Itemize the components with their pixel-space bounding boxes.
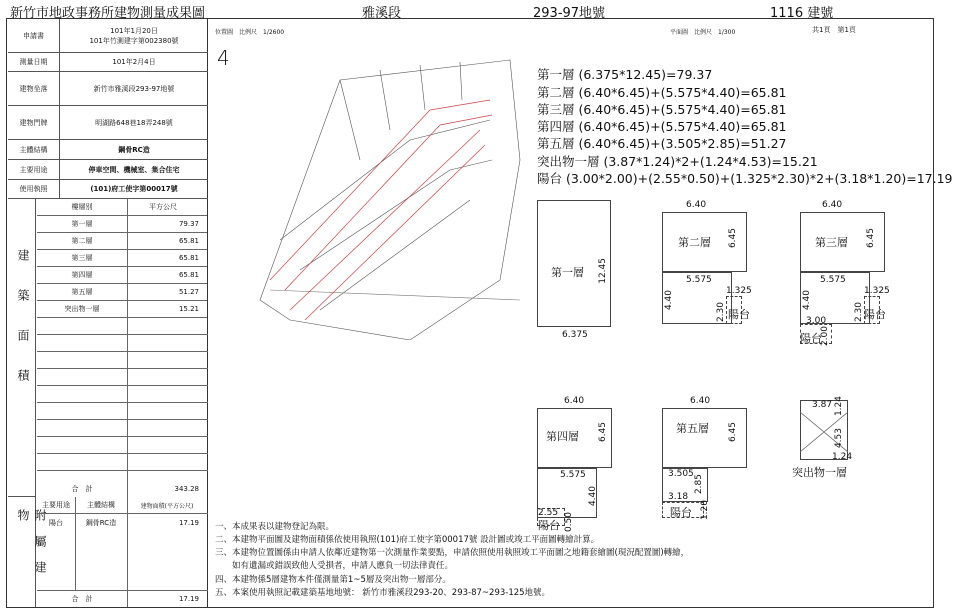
- table-row: 第二層 65.81: [37, 233, 207, 250]
- annex-total-row: 合 計 17.19: [37, 590, 208, 607]
- note-3b: 如有遺漏或錯誤致他人受損者，申請人應負一切法律責任。: [215, 561, 454, 571]
- plan-scale: 平面圖 比例尺 1/300: [670, 29, 736, 36]
- table-row: 陽台 鋼骨RC造 17.19: [49, 518, 199, 527]
- info-row-location: 建物坐落 新竹市雅溪段293-97地號: [8, 72, 208, 106]
- position-map-scale: 位置圖 比例尺 1/2600: [215, 29, 285, 36]
- table-row: 第三層 65.81: [37, 250, 207, 267]
- table-row: 第一層 79.37: [37, 216, 207, 233]
- table-row: 第五層 51.27: [37, 284, 207, 301]
- office-title: 新竹市地政事務所建物測量成果圖: [10, 6, 206, 21]
- note-4: 四、本建物係5層建物本件僅測量第1~5層及突出物一層部分。: [215, 575, 451, 585]
- note-3: 三、本建物位置圖係由申請人依鄰近建物第一次測量作業要點，申請依照使用執照竣工平面圖之地籍套繪圖(現況配置圖)轉繪，: [215, 548, 690, 558]
- info-row-structure: 主體結構 鋼骨RC造: [8, 140, 208, 160]
- formula-2f: 第二層 (6.40*6.45)+(5.575*4.40)=65.81: [537, 85, 787, 100]
- formula-1f: 第一層 (6.375*12.45)=79.37: [537, 67, 713, 82]
- formula-balcony: 陽台 (3.00*2.00)+(2.55*0.50)+(1.325*2.30)*2+(3.18*1.20)=17.19: [537, 171, 953, 186]
- land-number: 293-97地號: [533, 6, 606, 21]
- area-table: [37, 199, 208, 497]
- formula-5f: 第五層 (6.40*6.45)+(3.505*2.85)=51.27: [537, 136, 787, 151]
- info-panel: [8, 19, 208, 607]
- location-map: [230, 40, 530, 340]
- building-number: 1116 建號: [770, 6, 834, 21]
- note-2: 二、本建物平面圖及建物面積係依使用執照(101)府工使字第00017號 設計圖或竣工平面圖轉繪計算。: [215, 535, 600, 545]
- table-row: 第四層 65.81: [37, 267, 207, 284]
- annex-side: [8, 497, 47, 607]
- info-row-application: 申請書 101年1月20日 101年竹測建字第002380號: [8, 19, 208, 53]
- area-total-row: 合 計 343.28: [71, 484, 199, 493]
- page-indicator: 共1頁 第1頁: [812, 26, 856, 34]
- map-mark: 4: [217, 46, 230, 70]
- area-header: 樓層別 平方公尺: [37, 199, 207, 216]
- info-row-date: 測量日期 101年2月4日: [8, 53, 208, 72]
- info-row-address: 建物門牌 明湖路648巷18弄248號: [8, 106, 208, 140]
- table-row: 突出物一層 15.21: [37, 301, 207, 318]
- formula-3f: 第三層 (6.40*6.45)+(5.575*4.40)=65.81: [537, 102, 787, 117]
- info-row-permit: 使用執照 (101)府工使字第00017號: [8, 180, 208, 199]
- formula-4f: 第四層 (6.40*6.45)+(5.575*4.40)=65.81: [537, 119, 787, 134]
- section-name: 雅溪段: [362, 6, 402, 21]
- annex-table: 主要用途 主體結構 建物面積(平方公尺) 陽台 鋼骨RC造 17.19 合 計 17.19: [37, 497, 208, 607]
- note-1: 一、本成果表以建物登記為限。: [215, 522, 335, 532]
- note-5: 五、本案使用執照記載建築基地地號： 新竹市雅溪段293-20、293-87~293-125地號。: [215, 588, 551, 598]
- annex-side-label: 附屬建物: [16, 509, 47, 587]
- area-side-label: 建築面積: [16, 249, 30, 409]
- formula-roof: 突出物一層 (3.87*1.24)*2+(1.24*4.53)=15.21: [537, 154, 818, 169]
- area-side: [8, 199, 36, 497]
- info-row-use: 主要用途 停車空間、機械室、集合住宅: [8, 160, 208, 180]
